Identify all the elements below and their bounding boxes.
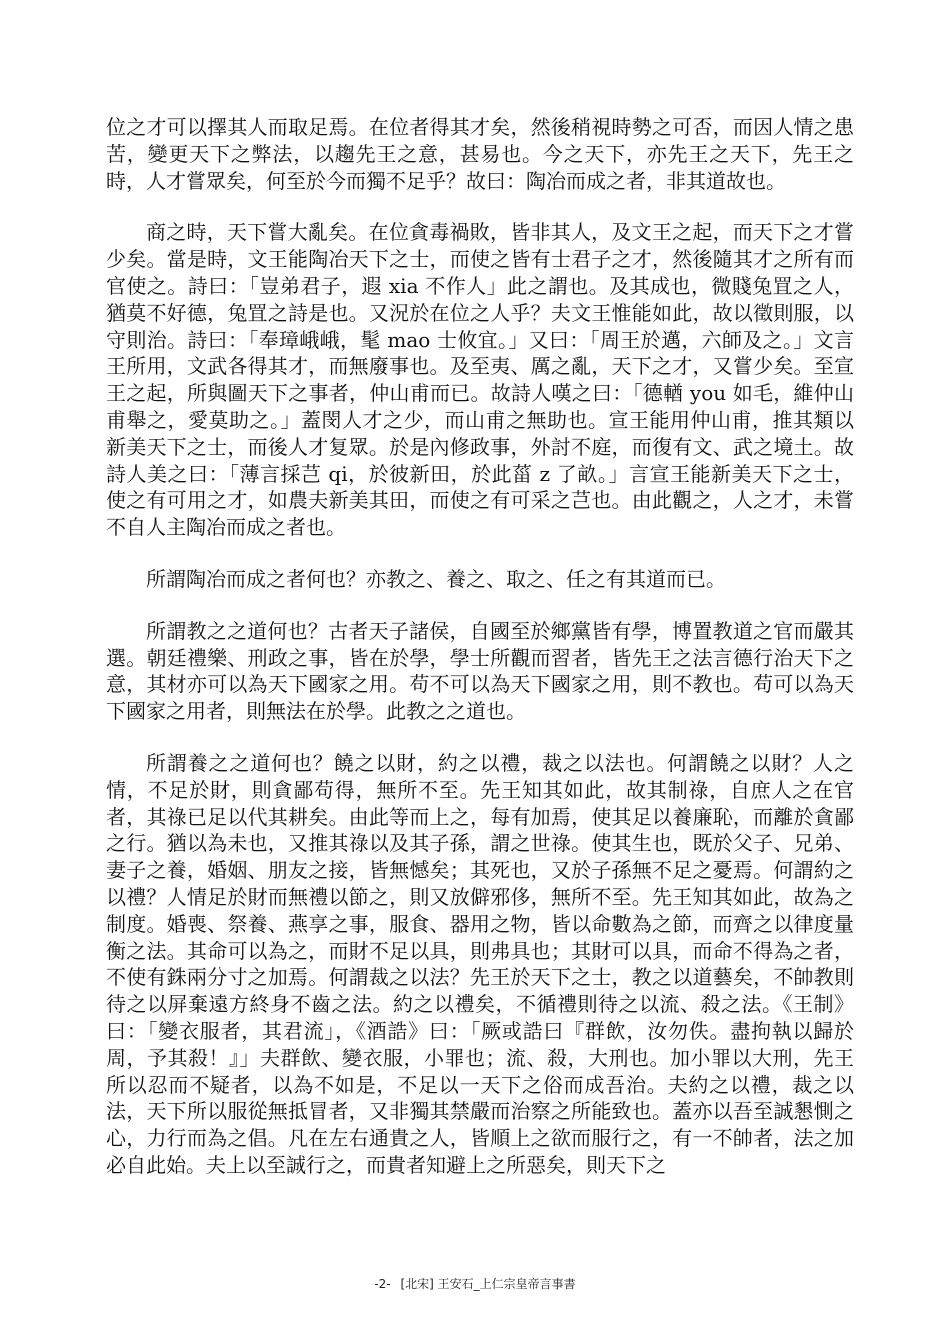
paragraph-2: 商之時，天下嘗大亂矣。在位貪毒禍敗，皆非其人，及文王之起，而天下之才嘗少矣。當是時，文王能陶冶天下之士，而使之皆有士君子之才，然後隨其才之所有而官使之。詩曰：「豈弟君子，遐 xia 不作人」此之謂也。及其成也，微賤兔罝之人，猶莫不好德，兔罝之詩是也。又況於在位之人乎？夫文王惟能如此，故以徵則服，以守則治。詩曰：「奉璋峨峨，髦 mao 士攸宜。」又曰：「周王於邁，六師及之。」文言王所用，文武各得其才，而無廢事也。及至夷、厲之亂，天下之才，又嘗少矣。至宣王之起，所與圖天下之事者，仲山甫而已。故詩人嘆之曰：「德輶 you 如毛，維仲山甫舉之，愛莫助之。」蓋閔人才之少，而山甫之無助也。宣王能用仲山甫，推其類以新美天下之士，而後人才复眾。於是內修政事，外討不庭，而復有文、武之境土。故詩人美之曰：「薄言採芑 qi，於彼新田，於此菑 z 了畝。」言宣王能新美天下之士，使之有可用之才，如農夫新美其田，而使之有可采之芑也。由此觀之，人之才，未嘗不自人主陶冶而成之者也。 xyxy=(106,220,854,540)
document-body xyxy=(106,114,854,1204)
page-footer xyxy=(0,1275,950,1292)
paragraph-4: 所謂教之之道何也？古者天子諸侯，自國至於鄉黨皆有學，博置教道之官而嚴其選。朝廷禮樂、刑政之事，皆在於學，學士所觀而習者，皆先王之法言德行治天下之意，其材亦可以為天下國家之用。苟不可以為天下國家之用，則不教也。苟可以為天下國家之用者，則無法在於學。此教之之道也。 xyxy=(106,618,854,724)
paragraph-3: 所謂陶冶而成之者何也？亦教之、養之、取之、任之有其道而已。 xyxy=(146,566,726,591)
paragraph-1: 位之才可以擇其人而取足焉。在位者得其才矣，然後稍視時勢之可否，而因人情之患苦，變更天下之弊法，以趨先王之意，甚易也。今之天下，亦先王之天下，先王之時，人才嘗眾矣，何至於今而獨不足乎？故曰：陶冶而成之者，非其道故也。 xyxy=(106,115,854,193)
page-number: -2- xyxy=(374,1277,391,1291)
paragraph-5: 所謂養之之道何也？饒之以財，約之以禮，裁之以法也。何謂饒之以財？人之情，不足於財，則貪鄙苟得，無所不至。先王知其如此，故其制祿，自庶人之在官者，其祿已足以代其耕矣。由此等而上之，每有加焉，使其足以養廉恥，而離於貪鄙之行。猶以為未也，又推其祿以及其子孫，謂之世祿。使其生也，既於父子、兄弟、妻子之養，婚姻、朋友之接，皆無憾矣；其死也，又於子孫無不足之憂焉。何謂約之以禮？人情足於財而無禮以節之，則又放僻邪侈，無所不至。先王知其如此，故為之制度。婚喪、祭養、燕享之事，服食、器用之物，皆以命數為之節，而齊之以律度量衡之法。其命可以為之，而財不足以具，則弗具也；其財可以具，而命不得為之者，不使有銖兩分寸之加焉。何謂裁之以法？先王於天下之士，教之以道藝矣，不帥教則待之以屏棄遠方終身不齒之法。約之以禮矣，不循禮則待之以流、殺之法。《王制》曰：「變衣服者，其君流」，《酒誥》曰：「厥或誥曰『群飲，汝勿佚。盡拘執以歸於周，予其殺！』」夫群飲、變衣服，小罪也；流、殺，大刑也。加小罪以大刑，先王所以忍而不疑者，以為不如是，不足以一天下之俗而成吾治。夫約之以禮，裁之以法，天下所以服從無抵冒者，又非獨其禁嚴而治察之所能致也。蓋亦以吾至誠懇惻之心，力行而為之倡。凡在左右通貴之人，皆順上之欲而服行之，有一不帥者，法之加必自此始。夫上以至誠行之，而貴者知避上之所惡矣，則天下之 xyxy=(106,750,854,1177)
source-title: [北宋] 王安石_上仁宗皇帝言事書 xyxy=(400,1277,576,1291)
